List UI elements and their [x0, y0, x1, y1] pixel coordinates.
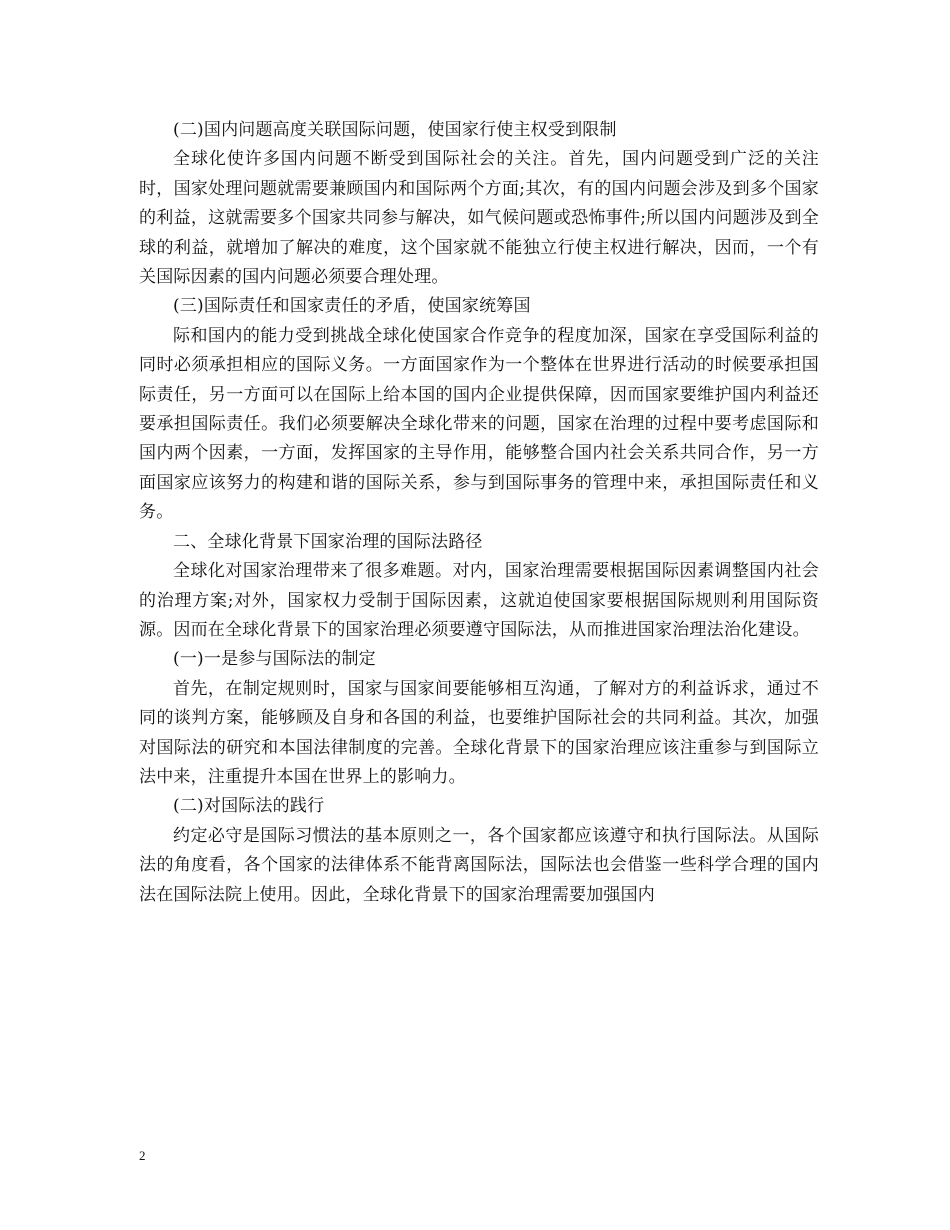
body-paragraph: 约定必守是国际习惯法的基本原则之一，各个国家都应该遵守和执行国际法。从国际法的角度看，各个国家的法律体系不能背离国际法，国际法也会借鉴一些科学合理的国内法在国际法院上使用。因此，全球化背景下的国家治理需要加强国内	[139, 825, 819, 905]
document-body	[139, 116, 819, 910]
body-paragraph: 全球化使许多国内问题不断受到国际社会的关注。首先，国内问题受到广泛的关注时，国家处理问题就需要兼顾国内和国际两个方面;其次，有的国内问题会涉及到多个国家的利益，这就需要多个国家共同参与解决，如气候问题或恐怖事件;所以国内问题涉及到全球的利益，就增加了解决的难度，这个国家就不能独立行使主权进行解决，因而，一个有关国际因素的国内问题必须要合理处理。	[139, 149, 819, 288]
section-heading: 二、全球化背景下国家治理的国际法路径	[173, 531, 483, 552]
body-paragraph: 际和国内的能力受到挑战全球化使国家合作竞争的程度加深，国家在享受国际利益的同时必须承担相应的国际义务。一方面国家作为一个整体在世界进行活动的时候要承担国际责任，另一方面可以在国际上给本国的国内企业提供保障，因而国家要维护国内利益还要承担国际责任。我们必须要解决全球化带来的问题，国家在治理的过程中要考虑国际和国内两个因素，一方面，发挥国家的主导作用，能够整合国内社会关系共同合作，另一方面国家应该努力的构建和谐的国际关系，参与到国际事务的管理中来，承担国际责任和义务。	[139, 325, 819, 523]
body-paragraph: 全球化对国家治理带来了很多难题。对内，国家治理需要根据国际因素调整国内社会的治理方案;对外，国家权力受制于国际因素，这就迫使国家要根据国际规则利用国际资源。因而在全球化背景下的国家治理必须要遵守国际法，从而推进国家治理法治化建设。	[139, 561, 819, 640]
subsection-heading: (二)对国际法的践行	[173, 796, 325, 817]
subsection-heading: (二)国内问题高度关联国际问题，使国家行使主权受到限制	[173, 120, 617, 140]
subsection-heading: (一)一是参与国际法的制定	[173, 649, 376, 670]
body-paragraph: 首先，在制定规则时，国家与国家间要能够相互沟通，了解对方的利益诉求，通过不同的谈判方案，能够顾及自身和各国的利益，也要维护国际社会的共同利益。其次，加强对国际法的研究和本国法律制度的完善。全球化背景下的国家治理应该注重参与到国际立法中来，注重提升本国在世界上的影响力。	[139, 678, 819, 787]
page-number: 2	[139, 1148, 146, 1163]
subsection-heading: (三)国际责任和国家责任的矛盾，使国家统筹国	[173, 296, 531, 317]
